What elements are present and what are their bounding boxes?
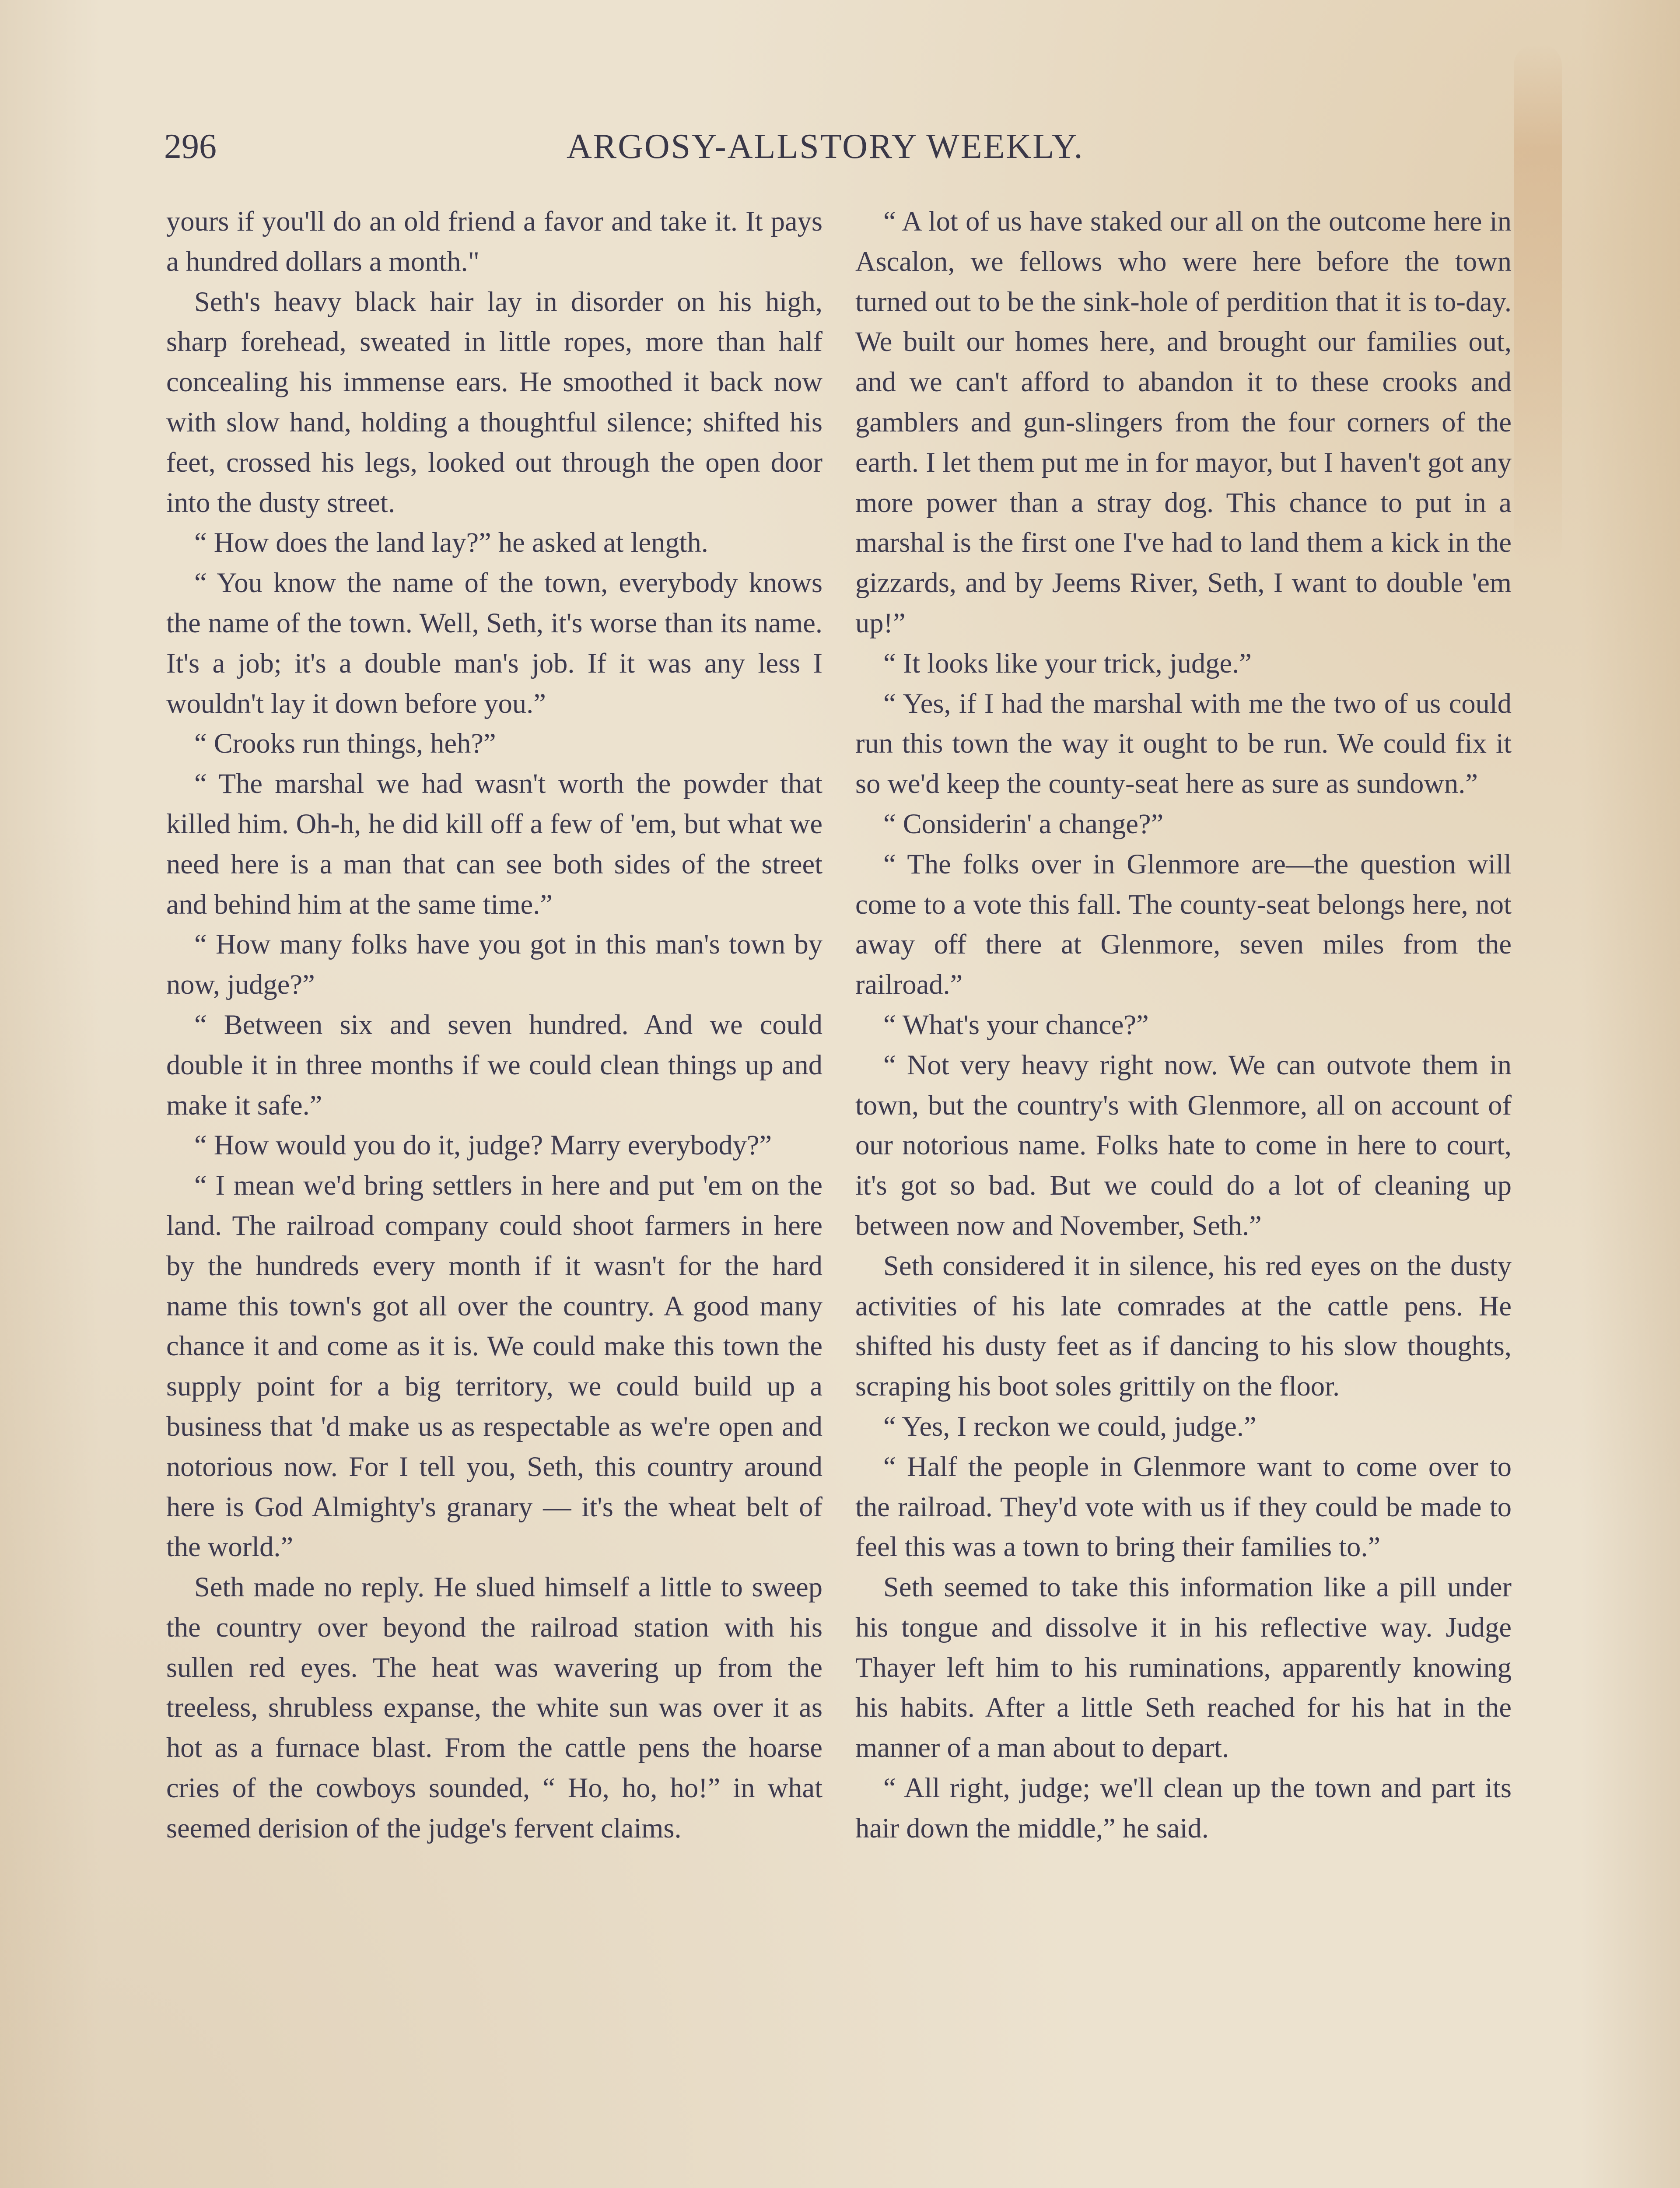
paragraph: “ How many folks have you got in this man's town by now, judge?”: [166, 929, 822, 1000]
paragraph: “ Crooks run things, heh?”: [194, 728, 496, 759]
paragraph: Seth seemed to take this information like a pill under his tongue and dissolve it in his reflective way. Judge Thayer left him to his ruminations, apparently knowing his habits. After a little Seth reached for his hat in the manner of a man about to depart.: [855, 1571, 1512, 1764]
paragraph: Seth's heavy black hair lay in disorder on his high, sharp forehead, sweated in little ropes, more than half concealing his immense ears. He smoothed it back now with slow hand, holding a thoughtful silence; shifted his feet, crossed his legs, looked out through the open door into the dusty street.: [166, 286, 822, 518]
page-number: 296: [164, 127, 217, 166]
running-title: ARGOSY-ALLSTORY WEEKLY.: [567, 127, 1084, 166]
paragraph: “ Yes, I reckon we could, judge.”: [883, 1410, 1256, 1442]
left-text-column: [166, 201, 822, 1848]
paragraph: “ The folks over in Glenmore are—the question will come to a vote this fall. The county-seat belongs here, not away off there at Glenmore, seven miles from the railroad.”: [855, 848, 1512, 1000]
paragraph: Seth made no reply. He slued himself a little to sweep the country over beyond the railroad station with his sullen red eyes. The heat was wavering up from the treeless, shrubless expanse, the white sun was over it as hot as a furnace blast. From the cattle pens the hoarse cries of the cowboys sounded, “ Ho, ho, ho!” in what seemed derision of the judge's fervent claims.: [166, 1571, 822, 1844]
paragraph: “ How does the land lay?” he asked at length.: [194, 527, 708, 558]
page-header: [164, 123, 1166, 171]
paragraph: “ Not very heavy right now. We can outvote them in town, but the country's with Glenmore, all on account of our notorious name. Folks hate to come in here to court, it's got so bad. But we could do a lot of cleaning up between now and November, Seth.”: [855, 1049, 1512, 1241]
paragraph: “ It looks like your trick, judge.”: [883, 647, 1252, 679]
paragraph: “ Yes, if I had the marshal with me the two of us could run this town the way it ought to be run. We could fix it so we'd keep the county-seat here as sure as sundown.”: [855, 687, 1512, 799]
right-text-column: [855, 201, 1512, 1848]
paragraph: “ I mean we'd bring settlers in here and put 'em on the land. The railroad company could shoot farmers in here by the hundreds every month if it wasn't for the hard name this town's got all over the country. A good many chance it and come as it is. We could make this town the supply point for a big territory, we could build up a business that 'd make us as respectable as we're open and notorious now. For I tell you, Seth, this country around here is God Almighty's granary — it's the wheat belt of the world.”: [166, 1170, 822, 1563]
paragraph: “ The marshal we had wasn't worth the powder that killed him. Oh-h, he did kill off a few of 'em, but what we need here is a man that can see both sides of the street and behind him at the same time.”: [166, 768, 822, 920]
paragraph: Seth considered it in silence, his red eyes on the dusty activities of his late comrades at the cattle pens. He shifted his dusty feet as if dancing to his slow thoughts, scraping his boot soles grittily on the floor.: [855, 1250, 1512, 1402]
paragraph: “ Between six and seven hundred. And we could double it in three months if we could clean things up and make it safe.”: [166, 1009, 822, 1121]
paragraph: “ A lot of us have staked our all on the outcome here in Ascalon, we fellows who were here before the town turned out to be the sink-hole of perdition that it is to-day. We built our homes here, and brought our families out, and we can't afford to abandon it to these crooks and gamblers and gun-slingers from the four corners of the earth. I let them put me in for mayor, but I haven't got any more power than a stray dog. This chance to put in a marshal is the first one I've had to land them a kick in the gizzards, and by Jeems River, Seth, I want to double 'em up!”: [855, 206, 1512, 638]
paragraph: “ All right, judge; we'll clean up the town and part its hair down the middle,” he said.: [855, 1772, 1512, 1844]
paragraph: “ How would you do it, judge? Marry everybody?”: [194, 1129, 772, 1161]
paragraph: “ What's your chance?”: [883, 1009, 1149, 1040]
paragraph: yours if you'll do an old friend a favor and take it. It pays a hundred dollars a month.": [166, 206, 822, 277]
paragraph: “ Considerin' a change?”: [883, 808, 1164, 839]
paragraph: “ You know the name of the town, everybody knows the name of the town. Well, Seth, it's worse than its name. It's a job; it's a double man's job. If it was any less I wouldn't lay it down before you.”: [166, 567, 822, 719]
paper-stain: [1514, 44, 1562, 569]
paragraph: “ Half the people in Glenmore want to come over to the railroad. They'd vote with us if they could be made to feel this was a town to bring their families to.”: [855, 1451, 1512, 1563]
